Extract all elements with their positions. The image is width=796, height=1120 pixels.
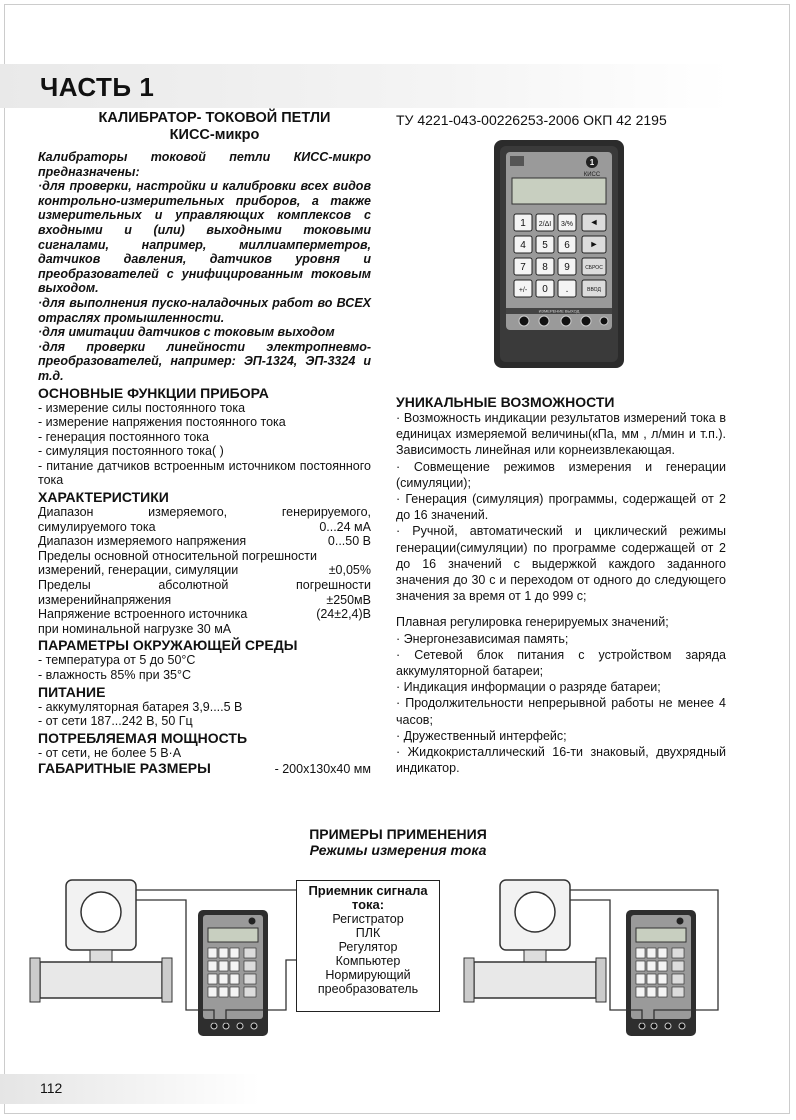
consumption-heading: ПОТРЕБЛЯЕМАЯ МОЩНОСТЬ — [38, 729, 248, 746]
small-side-key — [244, 987, 256, 997]
keypad-key-label: 1 — [520, 218, 526, 229]
device-model-label: КИСС — [583, 172, 601, 178]
small-side-key — [672, 948, 684, 958]
signal-receiver-box — [296, 880, 440, 1012]
keypad-key-label: 9 — [564, 262, 570, 273]
product-title — [38, 110, 371, 144]
function-item: - генерация постоянного тока — [38, 429, 209, 444]
small-keypad-key — [230, 948, 239, 958]
receiver-item: ПЛК — [355, 926, 381, 940]
sensor-right — [464, 880, 606, 1002]
environment-item: - температура от 5 до 50°С — [38, 653, 196, 668]
small-side-key — [672, 974, 684, 984]
char-row — [38, 534, 371, 549]
function-item: - измерение силы постоянного тока — [38, 400, 246, 415]
device-small-left — [198, 910, 268, 1036]
small-keypad-key — [219, 987, 228, 997]
receiver-item: Нормирующий — [325, 968, 411, 982]
char-label: Диапазон измеряемого напряжения — [38, 534, 247, 549]
small-keypad-key — [658, 961, 667, 971]
spec-line: ТУ 4221-043-00226253-2006 ОКП 42 2195 — [396, 112, 667, 128]
small-keypad-key — [208, 961, 217, 971]
unique-item: · Ручной, автоматический и циклический режимы генерации(симуляции) по программе содержащей от 2 до 16 значений с выдержкой каждого заданного значения до 30 с и переходом от одного до следующего значения за время от 1 до 999 с; — [396, 524, 726, 604]
small-keypad-key — [208, 987, 217, 997]
part-title: ЧАСТЬ 1 — [40, 72, 155, 102]
keypad-key-label: 6 — [564, 240, 570, 251]
small-keypad-key — [636, 987, 645, 997]
side-key-label: СБРОС — [585, 265, 603, 271]
receiver-item: Компьютер — [335, 954, 401, 968]
examples-title: ПРИМЕРЫ ПРИМЕНЕНИЯ — [309, 826, 487, 842]
purpose-item: ·для имитации датчиков с токовым выходом — [38, 325, 335, 340]
small-keypad-key — [219, 948, 228, 958]
purpose-item: ·для выполнения пуско-наладочных работ во ВСЕХ отраслях промышленности. — [38, 295, 371, 325]
small-keypad-key — [219, 961, 228, 971]
unique-item: Плавная регулировка генерируемых значений; — [396, 615, 669, 630]
small-side-key — [672, 961, 684, 971]
small-keypad-key — [230, 974, 239, 984]
unique-item: · Жидкокристаллический 16-ти знаковый, двухрядный индикатор. — [396, 745, 726, 776]
purpose-intro: Калибраторы токовой петли КИСС-микро предназначены: — [38, 150, 371, 179]
functions-heading: ОСНОВНЫЕ ФУНКЦИИ ПРИБОРА — [38, 384, 269, 401]
power-item: - аккумуляторная батарея 3,9....5 В — [38, 699, 243, 714]
unique-item: · Сетевой блок питания с устройством заряда аккумуляторной батареи; — [396, 647, 726, 679]
char-label: измеренийнапряжения — [38, 592, 172, 607]
small-keypad-key — [230, 987, 239, 997]
char-row: при номинальной нагрузке 30 мА — [38, 621, 232, 636]
keypad-key-label: +/- — [518, 287, 528, 294]
char-row: Диапазон измеряемого, генерируемого, — [38, 505, 371, 520]
small-keypad-key — [636, 961, 645, 971]
char-row — [38, 593, 371, 608]
product-title-line1: КАЛИБРАТОР- ТОКОВОЙ ПЕТЛИ — [98, 110, 331, 126]
char-value: 0...24 мА — [319, 519, 371, 534]
unique-item: · Индикация информации о разряде батареи; — [396, 680, 661, 695]
dimensions-heading: ГАБАРИТНЫЕ РАЗМЕРЫ — [38, 760, 211, 777]
page-number: 112 — [40, 1080, 63, 1096]
keypad-key-label: 7 — [520, 262, 526, 273]
function-item: - питание датчиков встроенным источником постоянного тока — [38, 458, 371, 488]
panel-label: ИЗМЕРЕНИЕ ВЫХОД — [538, 308, 580, 314]
side-key-label: ◄ — [589, 217, 599, 227]
keypad-key-label: 2/ΔI — [538, 221, 552, 228]
receiver-item: Регулятор — [338, 940, 398, 954]
consumption-item: - от сети, не более 5 В·А — [38, 745, 182, 760]
small-keypad-key — [647, 974, 656, 984]
unique-list — [396, 410, 726, 776]
keypad-key-label: 8 — [542, 262, 548, 273]
keypad-key-label: . — [565, 284, 569, 295]
power-heading: ПИТАНИЕ — [38, 683, 106, 700]
small-keypad-key — [647, 948, 656, 958]
svg-text:1: 1 — [589, 158, 595, 167]
char-value: ±250мВ — [326, 592, 371, 607]
sensor-left — [30, 880, 172, 1002]
keypad-key-label: 4 — [520, 240, 526, 251]
purpose-item: ·для проверки линейности электропневмо-преобразователей, например: ЭП-1324, ЭП-3324 и т.д. — [38, 339, 371, 383]
small-keypad-key — [230, 961, 239, 971]
small-side-key — [244, 974, 256, 984]
char-label: симулируемого тока — [38, 519, 156, 534]
char-row — [38, 520, 371, 535]
small-keypad-key — [647, 961, 656, 971]
unique-item: · Продолжительности непрерывной работы не менее 4 часов; — [396, 696, 726, 727]
small-side-key — [244, 961, 256, 971]
char-label: Напряжение встроенного источника — [38, 607, 248, 622]
environment-item: - влажность 85% при 35°С — [38, 668, 192, 682]
footer-band — [0, 1074, 260, 1104]
unique-item: · Дружественный интерфейс; — [396, 728, 567, 743]
dimensions-row — [38, 760, 371, 777]
small-keypad-key — [208, 974, 217, 984]
small-side-key — [244, 948, 256, 958]
purpose-block — [38, 150, 371, 384]
function-item: - измерение напряжения постоянного тока — [38, 415, 286, 430]
side-key-label: ВВОД — [587, 287, 601, 293]
keypad-key-label: 3/% — [560, 221, 574, 228]
receiver-item: Регистратор — [332, 912, 404, 926]
small-keypad-key — [647, 987, 656, 997]
unique-item: · Генерация (симуляция) программы, содержащей от 2 до 16 значений. — [396, 492, 726, 523]
char-row: Пределы основной относительной погрешности — [38, 548, 317, 563]
char-value: ±0,05% — [328, 563, 371, 578]
keypad-key-label: 5 — [542, 240, 548, 251]
receiver-heading: Приемник сигнала тока: — [308, 883, 428, 912]
unique-heading: УНИКАЛЬНЫЕ ВОЗМОЖНОСТИ — [396, 394, 615, 410]
side-key-label: ► — [589, 239, 599, 249]
dimensions-value: - 200х130х40 мм — [274, 762, 371, 777]
small-keypad-key — [636, 948, 645, 958]
purpose-item: ·для проверки, настройки и калибровки всех видов контрольно-измерительных приборов, а также измерительных и управляющих комплексов с входными и (или) выходными токовыми сигналами, например, миллиамперметров, датчиков давления, датчиков уровня и преобразователей с унифицированным токовым выходом. — [38, 179, 371, 296]
small-side-key — [672, 987, 684, 997]
small-keypad-key — [208, 948, 217, 958]
small-keypad-key — [658, 974, 667, 984]
keypad-key-label: 0 — [542, 284, 548, 295]
characteristics-heading: ХАРАКТЕРИСТИКИ — [38, 489, 169, 506]
receiver-item: преобразователь — [317, 982, 419, 996]
char-value: (24±2,4)В — [316, 607, 371, 622]
char-value: 0...50 В — [327, 534, 371, 549]
unique-item: · Совмещение режимов измерения и генерации (симуляции); — [396, 459, 726, 490]
product-title-line2: КИСС-микро — [169, 127, 260, 143]
small-keypad-key — [658, 987, 667, 997]
device-small-right — [626, 910, 696, 1036]
char-row — [38, 607, 371, 622]
examples-header — [0, 826, 796, 858]
char-label: измерений, генерации, симуляции — [38, 563, 239, 578]
small-keypad-key — [636, 974, 645, 984]
char-row: Пределы абсолютной погрешности — [38, 578, 371, 593]
function-item: - симуляция постоянного тока( ) — [38, 444, 224, 459]
environment-heading: ПАРАМЕТРЫ ОКРУЖАЮЩЕЙ СРЕДЫ — [38, 637, 298, 654]
char-row — [38, 563, 371, 578]
examples-subtitle: Режимы измерения тока — [309, 842, 487, 858]
power-item: - от сети 187...242 В, 50 Гц — [38, 714, 193, 729]
small-keypad-key — [658, 948, 667, 958]
calibrator-device-image — [494, 140, 624, 368]
unique-item: · Возможность индикации результатов измерений тока в единицах измеряемой величины(кПа, мм , л/мин и т.п.). Зависимость линейная или корнеизвлекающая. — [396, 411, 726, 458]
small-keypad-key — [219, 974, 228, 984]
left-column — [38, 110, 371, 777]
unique-item: · Энергонезависимая память; — [396, 631, 569, 646]
